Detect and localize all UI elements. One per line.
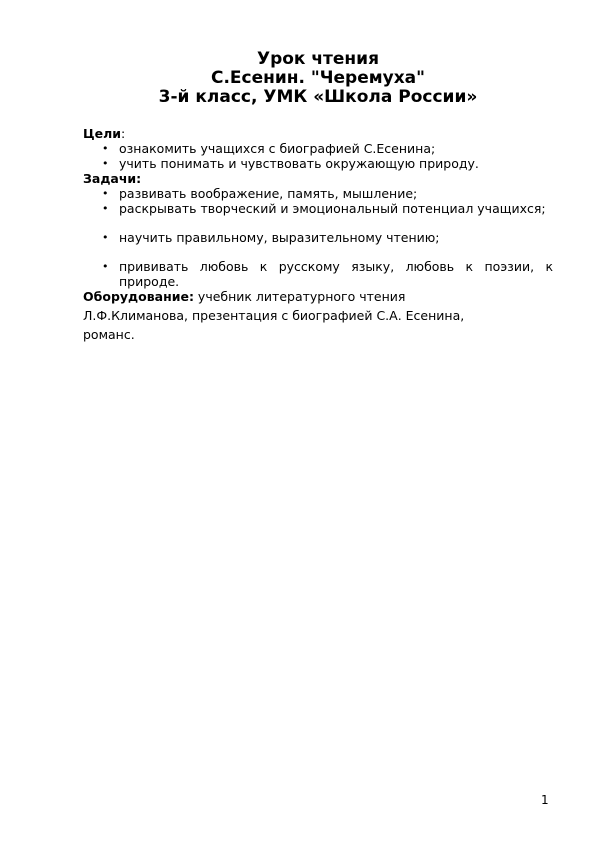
bullet-icon: •: [102, 187, 109, 200]
goal-text: учить понимать и чувствовать окружающую природу.: [119, 156, 479, 171]
equipment-line-3: романс.: [83, 327, 135, 342]
bullet-icon: •: [102, 260, 109, 273]
bullet-icon: •: [102, 142, 109, 155]
goals-list: [83, 141, 553, 171]
document-body: [83, 126, 553, 342]
page-number: 1: [541, 793, 549, 807]
bullet-icon: •: [102, 157, 109, 170]
title-line-3: 3-й класс, УМК «Школа России»: [158, 87, 478, 107]
list-item: [83, 259, 553, 289]
list-item: [83, 230, 553, 245]
task-text: развивать воображение, память, мышление;: [119, 186, 418, 201]
title-line-1: Урок чтения: [256, 49, 380, 69]
list-item: [83, 186, 553, 201]
list-item: [83, 201, 553, 216]
equipment-label: Оборудование:: [83, 289, 194, 304]
task-text: прививать любовь к русскому языку, любовь к поэзии, к природе.: [119, 259, 553, 289]
goals-colon: :: [121, 126, 126, 141]
bullet-icon: •: [102, 231, 109, 244]
title-line-2: С.Есенин. "Черемуха": [210, 68, 426, 88]
equipment-line-2: Л.Ф.Климанова, презентация с биографией С.А. Есенина,: [83, 308, 465, 323]
tasks-list: [83, 186, 553, 289]
task-text: раскрывать творческий и эмоциональный потенциал учащихся;: [119, 201, 546, 216]
list-item: [83, 156, 553, 171]
goal-text: ознакомить учащихся с биографией С.Есенина;: [119, 141, 436, 156]
equipment-line-1: [83, 289, 553, 304]
document-title: [83, 50, 553, 107]
equipment-text-1: учебник литературного чтения: [197, 289, 406, 304]
task-text: научить правильному, выразительному чтению;: [119, 230, 440, 245]
tasks-heading: Задачи:: [83, 171, 142, 186]
list-item: [83, 141, 553, 156]
goals-label: Цели: [83, 126, 121, 141]
goals-heading: [83, 126, 553, 141]
bullet-icon: •: [102, 202, 109, 215]
